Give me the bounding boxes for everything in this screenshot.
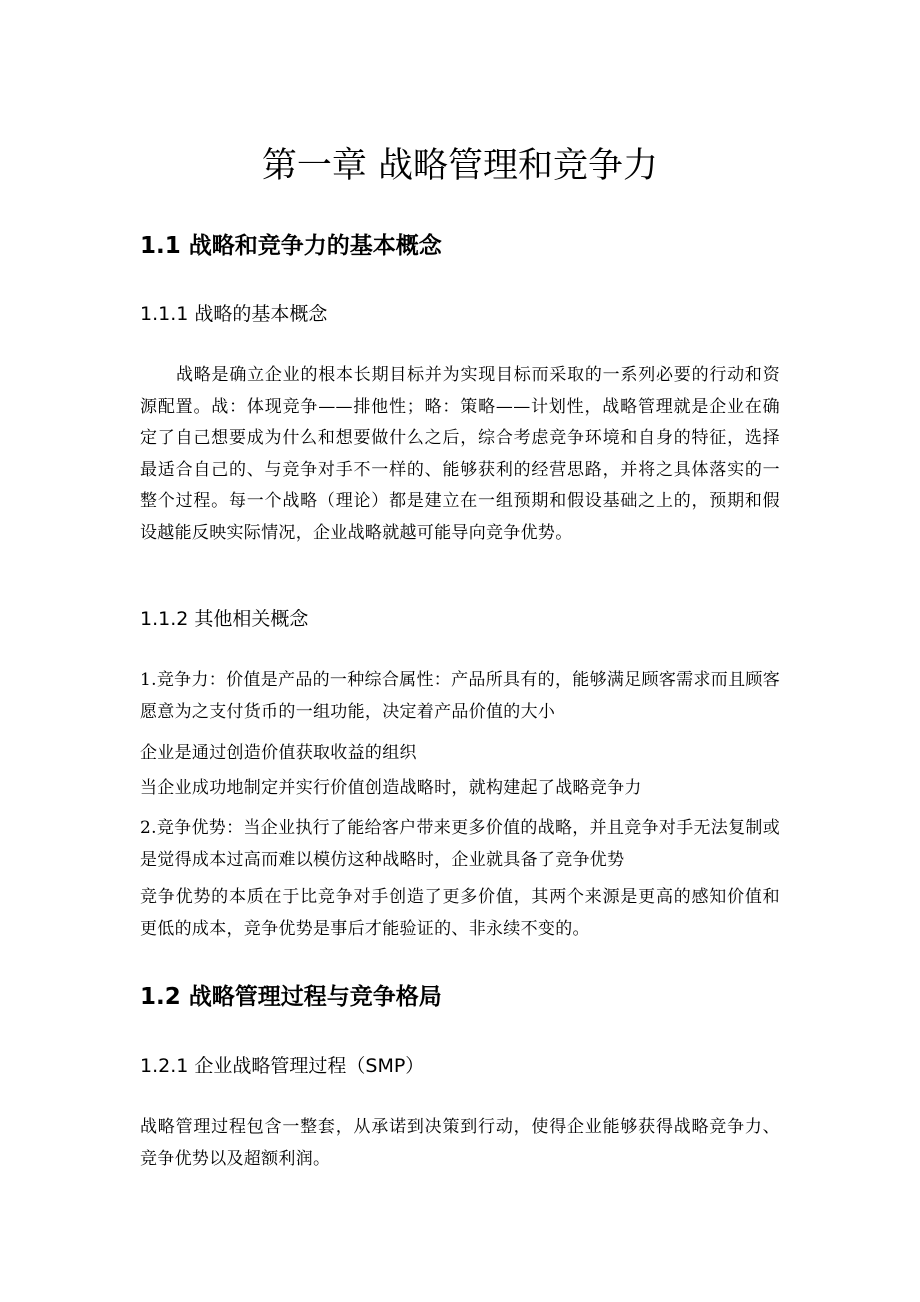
- chapter-title: 第一章 战略管理和竞争力: [261, 146, 659, 186]
- value-creation-line: 企业是通过创造价值获取收益的组织: [140, 743, 417, 763]
- strategic-competitiveness-line: 当企业成功地制定并实行价值创造战略时，就构建起了战略竞争力: [140, 778, 642, 798]
- section-heading-1-2: 1.2 战略管理过程与竞争格局: [140, 984, 442, 1010]
- section-heading-1-1: 1.1 战略和竞争力的基本概念: [140, 233, 442, 259]
- subsection-heading-1-1-2: 1.1.2 其他相关概念: [140, 608, 309, 630]
- competitive-advantage-nature-paragraph: 竞争优势的本质在于比竞争对手创造了更多价值，其两个来源是更高的感知价值和更低的成本，竞争优势是事后才能验证的、非永续不变的。: [140, 887, 780, 939]
- subsection-heading-1-2-1: 1.2.1 企业战略管理过程（SMP）: [140, 1055, 425, 1077]
- strategy-definition-paragraph: 战略是确立企业的根本长期目标并为实现目标而采取的一系列必要的行动和资源配置。战：体现竞争——排他性；略：策略——计划性，战略管理就是企业在确定了自己想要成为什么和想要做什么之后，综合考虑竞争环境和自身的特征，选择最适合自己的、与竞争对手不一样的、能够获利的经营思路，并将之具体落实的一整个过程。每一个战略（理论）都是建立在一组预期和假设基础之上的，预期和假设越能反映实际情况，企业战略就越可能导向竞争优势。: [140, 365, 780, 543]
- smp-paragraph: 战略管理过程包含一整套，从承诺到决策到行动，使得企业能够获得战略竞争力、竞争优势以及超额利润。: [140, 1117, 780, 1169]
- competitive-advantage-item: 2.竞争优势：当企业执行了能给客户带来更多价值的战略，并且竞争对手无法复制或是觉得成本过高而难以模仿这种战略时，企业就具备了竞争优势: [140, 818, 780, 870]
- subsection-heading-1-1-1: 1.1.1 战略的基本概念: [140, 303, 328, 325]
- competitiveness-item: 1.竞争力：价值是产品的一种综合属性：产品所具有的，能够满足顾客需求而且顾客愿意为之支付货币的一组功能，决定着产品价值的大小: [140, 670, 780, 722]
